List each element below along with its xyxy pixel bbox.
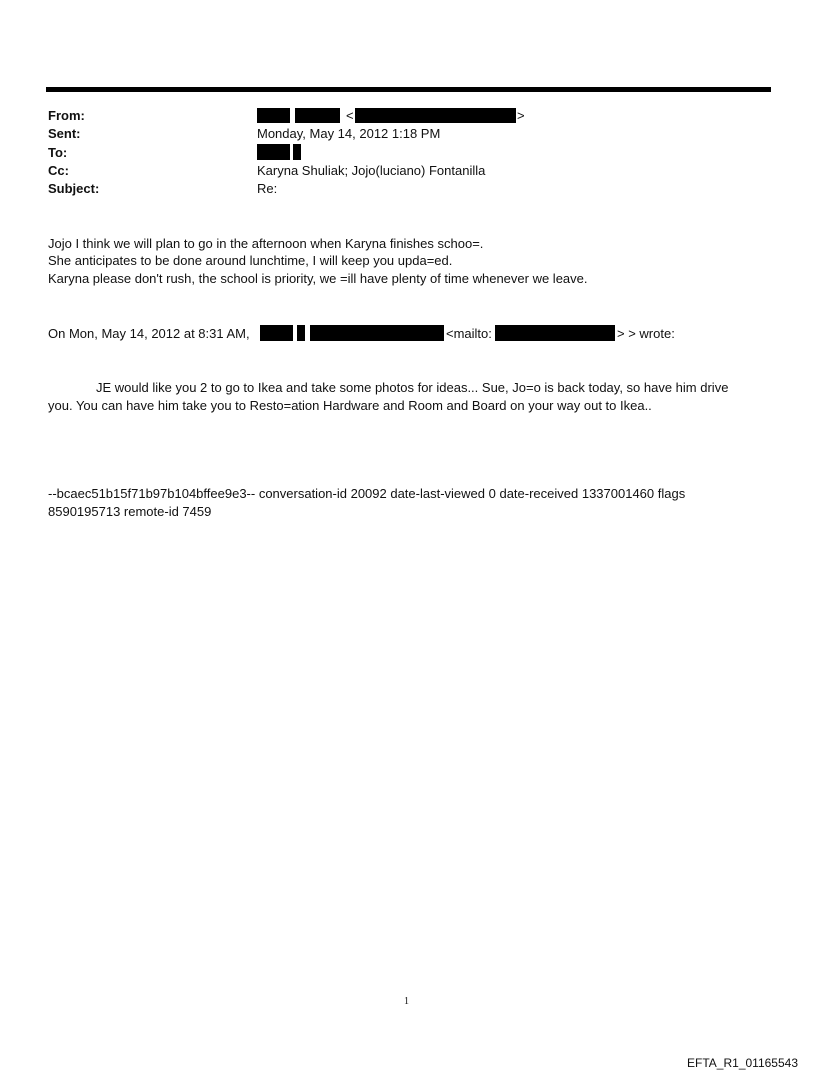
redaction-block — [310, 325, 444, 341]
from-label: From: — [48, 108, 85, 123]
to-label: To: — [48, 145, 68, 160]
redaction-block — [355, 108, 516, 123]
body-line: Karyna please don't rush, the school is priority, we =ill have plenty of time whenever we leave. — [48, 271, 588, 286]
quote-intro: On Mon, May 14, 2012 at 8:31 AM, — [48, 326, 250, 341]
sent-value: Monday, May 14, 2012 1:18 PM — [257, 126, 441, 141]
redaction-block — [257, 108, 290, 123]
cc-value: Karyna Shuliak; Jojo(luciano) Fontanilla — [257, 163, 486, 178]
quoted-line: JE would like you 2 to go to Ikea and take some photos for ideas... Sue, Jo=o is back today, so have him drive — [96, 380, 729, 395]
redaction-block — [257, 144, 290, 160]
redaction-block — [293, 144, 301, 160]
quote-mailto: <mailto: — [446, 326, 492, 341]
header-rule — [46, 87, 771, 92]
quote-wrote: > > wrote: — [617, 326, 675, 341]
redaction-block — [260, 325, 293, 341]
from-email-close: > — [517, 108, 525, 123]
redaction-block — [495, 325, 615, 341]
cc-label: Cc: — [48, 163, 69, 178]
page-number: 1 — [404, 996, 409, 1007]
sent-label: Sent: — [48, 126, 81, 141]
redaction-block — [295, 108, 340, 123]
metadata-line: --bcaec51b15f71b97b104bffee9e3-- conversation-id 20092 date-last-viewed 0 date-received 1337001460 flags — [48, 486, 686, 501]
body-line: Jojo I think we will plan to go in the afternoon when Karyna finishes schoo=. — [48, 236, 484, 251]
quoted-line: you. You can have him take you to Resto=ation Hardware and Room and Board on your way out to Ikea.. — [48, 398, 652, 413]
subject-value: Re: — [257, 181, 278, 196]
redaction-block — [297, 325, 305, 341]
body-line: She anticipates to be done around lunchtime, I will keep you upda=ed. — [48, 253, 453, 268]
from-email-open: < — [346, 108, 354, 123]
subject-label: Subject: — [48, 181, 100, 196]
bates-number: EFTA_R1_01165543 — [687, 1056, 798, 1070]
metadata-line: 8590195713 remote-id 7459 — [48, 504, 212, 519]
